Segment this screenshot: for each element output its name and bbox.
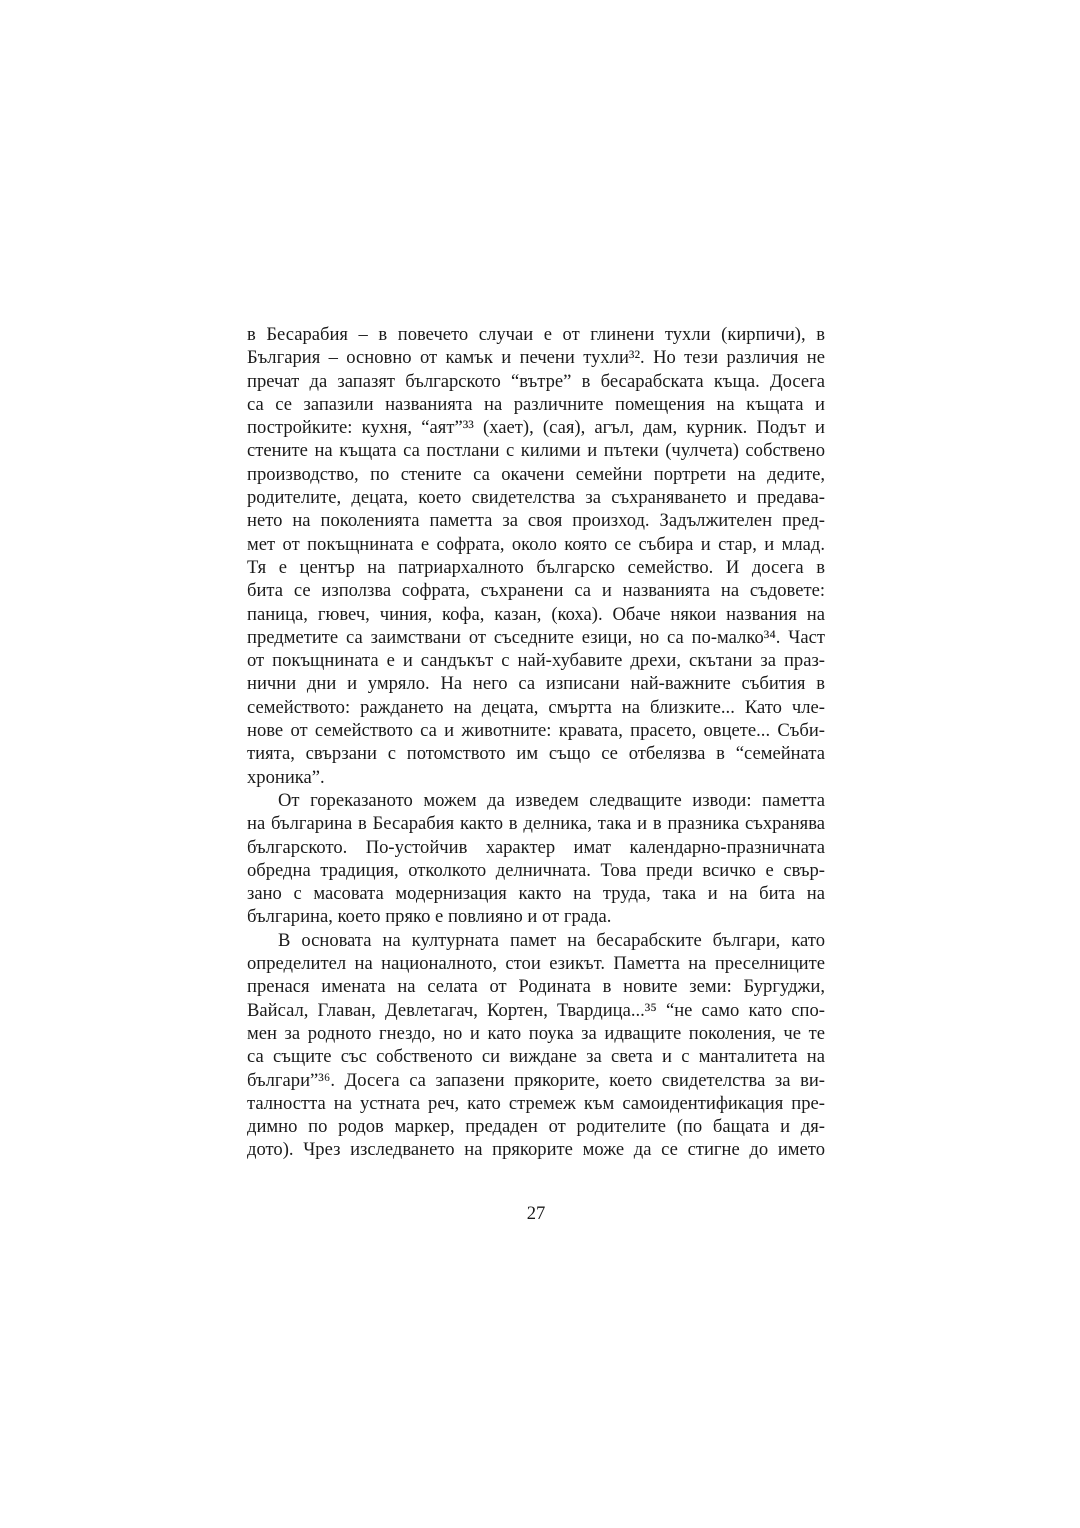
text-line: Тя е център на патриархалното българско семейство. И досега в: [247, 556, 825, 578]
text-line: определител на националното, стои езикът. Паметта на преселниците: [247, 953, 825, 975]
text-line: бита се използва софрата, съхранени са и названията на съдовете:: [247, 580, 825, 602]
text-line: в Бесарабия – в повечето случаи е от глинени тухли (кирпичи), в: [247, 324, 825, 345]
text-line: Вайсал, Главан, Девлетагач, Кортен, Твардица...³⁵ “не само като спо-: [247, 999, 825, 1021]
text-line: димно по родов маркер, предаден от родителите (по бащата и дя-: [247, 1116, 825, 1138]
text-line: пречат да запазят българското “вътре” в бесарабската къща. Досега: [247, 370, 825, 392]
text-line: мен за родното гнездо, но и като поука за идващите поколения, че те: [247, 1022, 825, 1044]
text-line: българското. По-устойчив характер имат календарно-празничната: [247, 836, 825, 858]
text-line: родителите, децата, което свидетелства за съхраняването и предава-: [247, 487, 825, 509]
text-line: са същите със собственото си виждане за света и с манталитета на: [247, 1046, 825, 1068]
body-text: [247, 323, 825, 1162]
text-line: талността на устната реч, като стремеж към самоидентификация пре-: [247, 1092, 825, 1114]
text-line: мет от покъщнината е софрата, около която се събира и стар, и млад.: [247, 533, 825, 555]
text-line: От гореказаното можем да изведем следващите изводи: паметта: [278, 789, 825, 811]
text-line: постройките: кухня, “аят”³³ (хает), (сая), агъл, дам, курник. Подът и: [247, 417, 825, 439]
text-line: семейството: раждането на децата, смъртта на близките... Като чле-: [247, 696, 825, 718]
text-line: обредна традиция, отколкото делничната. Това преди всичко е свър-: [247, 859, 825, 881]
text-line: паница, гювеч, чиния, кофа, казан, (коха). Обаче някои названия на: [247, 603, 825, 625]
text-line: зано с масовата модернизация както на труда, така и на бита на: [247, 883, 825, 905]
text-line: нето на поколенията паметта за своя произход. Задължителен пред-: [247, 510, 825, 532]
text-line: нове от семейството са и животните: кравата, прасето, овцете... Съби-: [247, 720, 825, 742]
text-line: хроника”.: [247, 766, 325, 788]
text-line: от покъщнината е и сандъкът с най-хубавите дрехи, скътани за праз-: [247, 650, 825, 672]
page-number: 27: [526, 1203, 546, 1224]
text-line: стените на къщата са постлани с килими и пътеки (чулчета) собствено: [247, 440, 825, 462]
text-line: дото). Чрез изследването на прякорите може да се стигне до името: [247, 1139, 825, 1161]
text-line: производство, по стените са окачени семейни портрети на дедите,: [247, 463, 825, 485]
text-line: В основата на културната памет на бесарабските българи, като: [278, 929, 825, 951]
text-line: предметите са заимствани от съседните езици, но са по-малко³⁴. Част: [247, 626, 825, 648]
text-line: пренася имената на селата от Родината в новите земи: Бургуджи,: [247, 976, 825, 998]
text-line: са се запазили названията на различните помещения на къщата и: [247, 393, 825, 415]
text-line: на българина в Бесарабия както в делника, така и в празника съхранява: [247, 813, 825, 835]
text-line: българи”³⁶. Досега са запазени прякорите, което свидетелства за ви-: [247, 1069, 825, 1091]
text-line: тията, свързани с потомството им също се отбелязва в “семейната: [247, 743, 825, 765]
text-line: българина, което пряко е повлияно и от града.: [247, 906, 612, 928]
text-line: нични дни и умряло. На него са изписани най-важните събития в: [247, 673, 825, 695]
text-line: България – основно от камък и печени тухли³². Но тези различия не: [247, 347, 825, 369]
